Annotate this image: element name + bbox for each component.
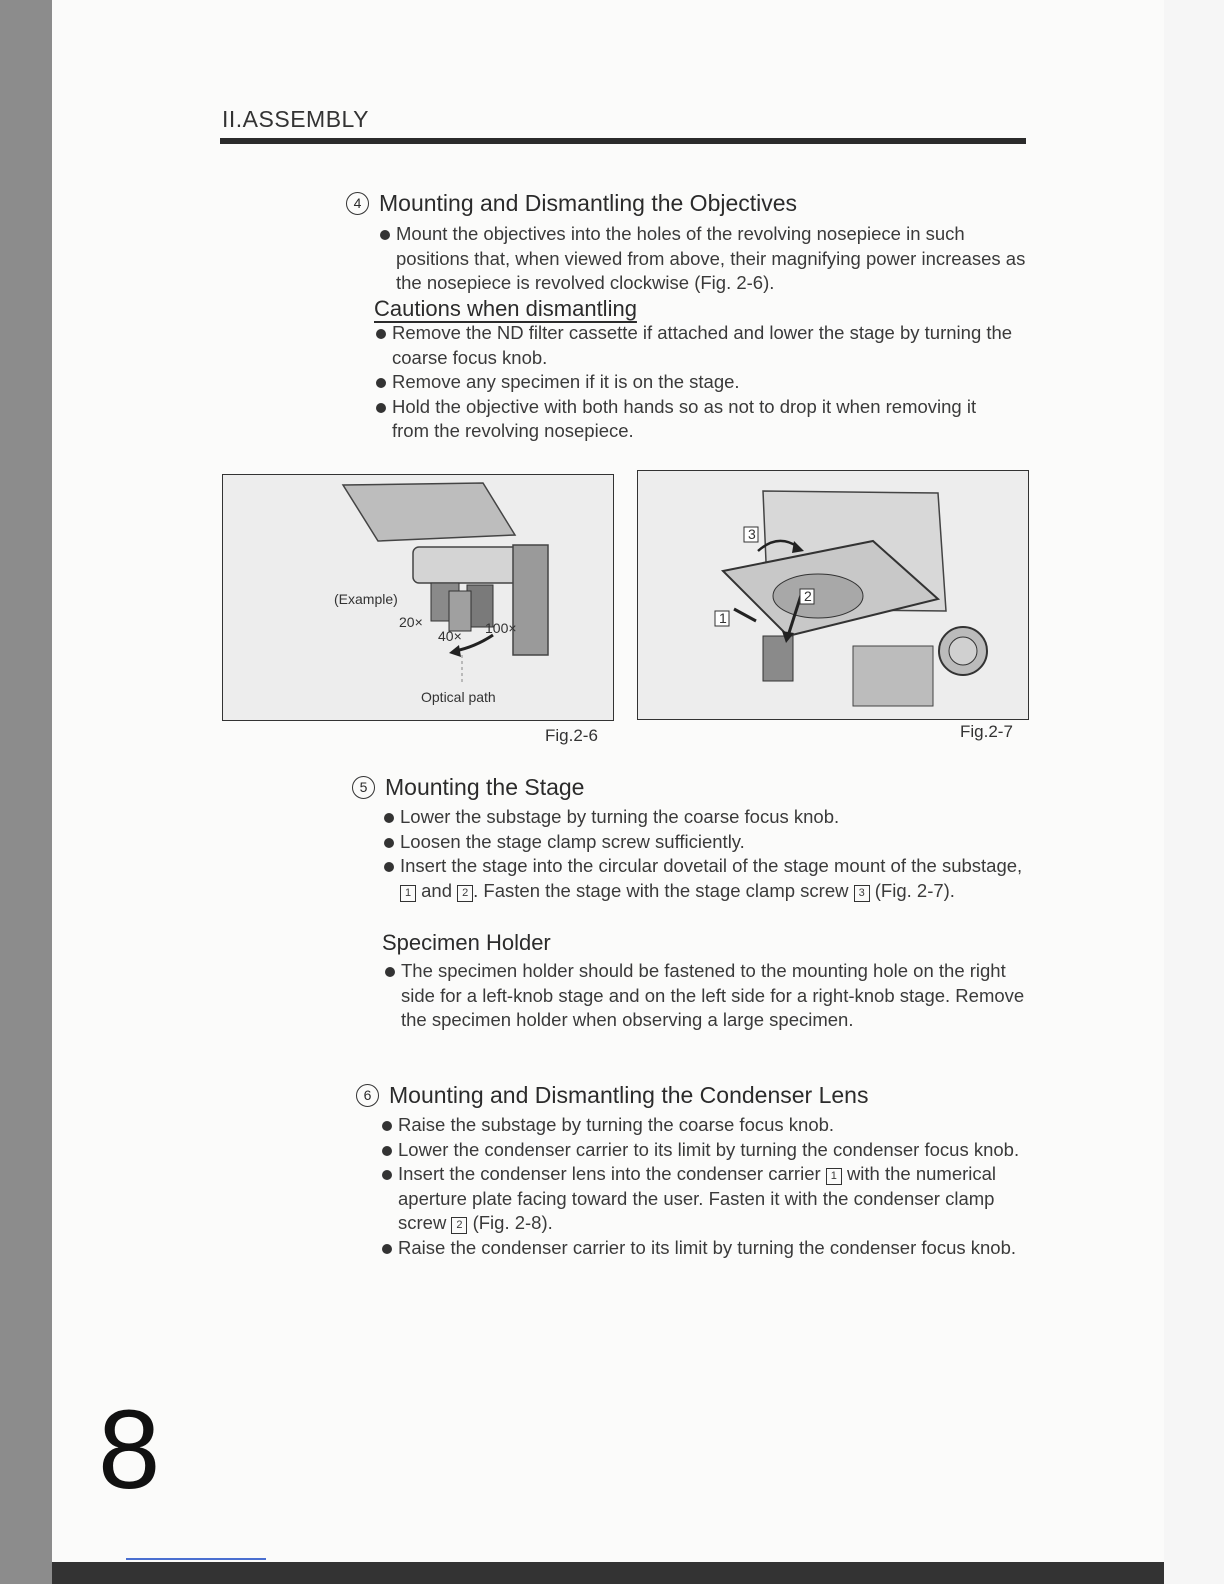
section-6-heading [356, 1082, 868, 1109]
bottom-edge-bar [52, 1562, 1164, 1584]
figure-2-6 [222, 474, 614, 721]
list-item: Hold the objective with both hands so as not to drop it when removing it from the revolving nosepiece. [374, 395, 1014, 444]
label-40x: 40× [438, 628, 462, 644]
tag-1: 1 [719, 610, 727, 626]
figure-2-7-caption: Fig.2-7 [960, 722, 1013, 741]
list-item: The specimen holder should be fastened to the mounting hole on the right side for a left-knob stage and on the left side for a right-knob stage. Remove the specimen holder when observing a large specimen. [383, 959, 1033, 1033]
text-run: Insert the condenser lens into the condenser carrier [398, 1163, 821, 1184]
page-number: 8 [98, 1387, 161, 1512]
figure-2-7 [637, 470, 1029, 720]
list-item: Raise the substage by turning the coarse focus knob. [380, 1113, 1040, 1138]
section-5-list [382, 805, 1032, 903]
tag-2: 2 [804, 588, 812, 604]
label-100x: 100× [485, 620, 517, 636]
list-item [382, 854, 1032, 903]
chapter-header: II.ASSEMBLY [222, 106, 369, 132]
label-optical-path: Optical path [421, 689, 496, 705]
text-run: and [421, 879, 453, 901]
list-item: Lower the condenser carrier to its limit by turning the condenser focus knob. [380, 1138, 1040, 1163]
header-rule [220, 138, 1026, 144]
tag-3: 3 [854, 885, 870, 902]
section-4-number: 4 [346, 192, 369, 215]
figure-2-6-caption: Fig.2-6 [545, 726, 598, 745]
text-run: Insert the stage into the circular dovetail of the stage mount of the substage, [400, 855, 1023, 876]
label-20x: 20× [399, 614, 423, 630]
section-4-heading [346, 190, 797, 217]
tag-2: 2 [457, 885, 473, 902]
section-4-title: Mounting and Dismantling the Objectives [379, 190, 798, 216]
section-6-list [380, 1113, 1040, 1260]
microscope-nosepiece-illustration [223, 475, 613, 720]
list-item: Remove the ND filter cassette if attached and lower the stage by turning the coarse focus knob. [374, 321, 1014, 370]
section-5-heading [352, 774, 584, 801]
text-run: (Fig. 2-7). [874, 879, 955, 901]
list-item: Loosen the stage clamp screw sufficiently. [382, 830, 1032, 855]
tag-3: 3 [748, 526, 756, 542]
bottom-accent-line [126, 1558, 266, 1560]
tag-1: 1 [826, 1168, 842, 1185]
list-item: Raise the condenser carrier to its limit by turning the condenser focus knob. [380, 1236, 1040, 1261]
tag-2: 2 [451, 1217, 467, 1234]
section-4-list [378, 222, 1028, 296]
tag-1: 1 [400, 885, 416, 902]
cautions-heading: Cautions when dismantling [374, 296, 637, 321]
text-run: with the numerical aperture plate facing toward the user. Fasten it with the condenser clamp screw [398, 1163, 997, 1233]
section-6-title: Mounting and Dismantling the Condenser Lens [389, 1082, 869, 1108]
section-5-number: 5 [352, 776, 375, 799]
microscope-stage-illustration [638, 471, 1028, 719]
cautions-list [374, 321, 1014, 444]
specimen-holder-list [383, 959, 1033, 1033]
label-example: (Example) [334, 591, 398, 607]
section-5-title: Mounting the Stage [385, 774, 585, 800]
text-run: . Fasten the stage with the stage clamp screw [473, 879, 849, 901]
section-6-number: 6 [356, 1084, 379, 1107]
list-item: Lower the substage by turning the coarse focus knob. [382, 805, 1032, 830]
text-run: (Fig. 2-8). [472, 1212, 553, 1233]
list-item: Remove any specimen if it is on the stage. [374, 370, 1014, 395]
page-edge [1164, 0, 1224, 1584]
specimen-holder-heading: Specimen Holder [382, 930, 551, 955]
list-item [380, 1162, 1040, 1236]
list-item: Mount the objectives into the holes of the revolving nosepiece in such positions that, when viewed from above, their magnifying power increases as the nosepiece is revolved clockwise (Fig. 2-6). [378, 222, 1028, 296]
